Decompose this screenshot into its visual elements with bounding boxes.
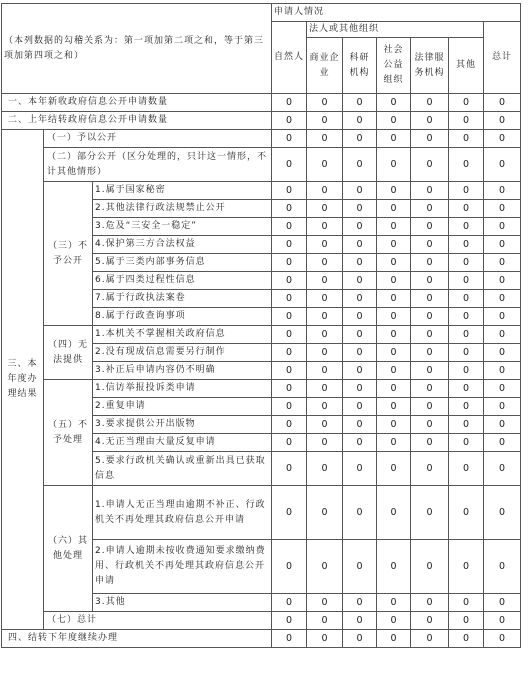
item-label: 2.其他法律行政法规禁止公开 <box>93 200 272 218</box>
item-label: 3.危及“三安全一稳定” <box>93 218 272 236</box>
value-cell: 0 <box>307 254 343 272</box>
value-cell: 0 <box>449 630 484 648</box>
value-cell: 0 <box>449 218 484 236</box>
disclosure-table <box>1 3 521 648</box>
value-cell: 0 <box>307 416 343 434</box>
value-cell: 0 <box>411 630 449 648</box>
value-cell: 0 <box>307 148 343 182</box>
value-cell: 0 <box>343 236 377 254</box>
table-row <box>2 112 521 130</box>
value-cell: 0 <box>272 182 307 200</box>
value-cell: 0 <box>377 94 411 112</box>
value-cell: 0 <box>484 308 521 326</box>
value-cell: 0 <box>484 112 521 130</box>
value-cell: 0 <box>377 452 411 486</box>
value-cell: 0 <box>272 200 307 218</box>
value-cell: 0 <box>411 200 449 218</box>
table-row <box>2 630 521 648</box>
value-cell: 0 <box>272 254 307 272</box>
value-cell: 0 <box>307 612 343 630</box>
row-label-r1: 一、本年新收政府信息公开申请数量 <box>2 94 272 112</box>
value-cell: 0 <box>377 344 411 362</box>
header-natural-person: 自然人 <box>272 22 307 94</box>
value-cell: 0 <box>411 416 449 434</box>
value-cell: 0 <box>377 112 411 130</box>
item-label: 1.信访举报投诉类申请 <box>93 380 272 398</box>
item-label: 7.属于行政执法案卷 <box>93 290 272 308</box>
value-cell: 0 <box>272 398 307 416</box>
value-cell: 0 <box>307 434 343 452</box>
header-research: 科研机构 <box>343 38 377 94</box>
item-label: 1.本机关不掌握相关政府信息 <box>93 326 272 344</box>
value-cell: 0 <box>307 290 343 308</box>
value-cell: 0 <box>343 486 377 540</box>
value-cell: 0 <box>484 326 521 344</box>
table-row <box>2 326 521 344</box>
value-cell: 0 <box>377 434 411 452</box>
value-cell: 0 <box>484 236 521 254</box>
item-label: 5.要求行政机关确认或重新出具已获取信息 <box>93 452 272 486</box>
value-cell: 0 <box>272 630 307 648</box>
value-cell: 0 <box>449 344 484 362</box>
value-cell: 0 <box>343 362 377 380</box>
table-row <box>2 130 521 148</box>
value-cell: 0 <box>377 130 411 148</box>
value-cell: 0 <box>307 630 343 648</box>
value-cell: 0 <box>272 612 307 630</box>
section-3-label: 三、本年度办理结果 <box>2 130 44 630</box>
value-cell: 0 <box>343 94 377 112</box>
value-cell: 0 <box>377 398 411 416</box>
value-cell: 0 <box>484 612 521 630</box>
value-cell: 0 <box>343 630 377 648</box>
value-cell: 0 <box>411 148 449 182</box>
value-cell: 0 <box>411 452 449 486</box>
value-cell: 0 <box>343 594 377 612</box>
value-cell: 0 <box>449 112 484 130</box>
group-label-g5: （五）不予处理 <box>44 380 93 486</box>
value-cell: 0 <box>343 452 377 486</box>
table-row <box>2 148 521 182</box>
value-cell: 0 <box>449 594 484 612</box>
value-cell: 0 <box>484 182 521 200</box>
value-cell: 0 <box>449 434 484 452</box>
value-cell: 0 <box>377 416 411 434</box>
value-cell: 0 <box>343 398 377 416</box>
value-cell: 0 <box>343 380 377 398</box>
value-cell: 0 <box>272 380 307 398</box>
value-cell: 0 <box>343 326 377 344</box>
value-cell: 0 <box>411 398 449 416</box>
value-cell: 0 <box>272 434 307 452</box>
value-cell: 0 <box>272 594 307 612</box>
value-cell: 0 <box>377 308 411 326</box>
value-cell: 0 <box>307 236 343 254</box>
value-cell: 0 <box>307 594 343 612</box>
item-label: 4.保护第三方合法权益 <box>93 236 272 254</box>
row-label-r3-1: （一）予以公开 <box>44 130 272 148</box>
row-label-r2: 二、上年结转政府信息公开申请数量 <box>2 112 272 130</box>
value-cell: 0 <box>484 94 521 112</box>
value-cell: 0 <box>343 308 377 326</box>
value-cell: 0 <box>484 380 521 398</box>
header-other: 其他 <box>449 38 484 94</box>
value-cell: 0 <box>307 380 343 398</box>
table-row <box>2 486 521 540</box>
value-cell: 0 <box>377 148 411 182</box>
value-cell: 0 <box>377 218 411 236</box>
value-cell: 0 <box>272 290 307 308</box>
value-cell: 0 <box>484 594 521 612</box>
value-cell: 0 <box>343 182 377 200</box>
value-cell: 0 <box>411 612 449 630</box>
value-cell: 0 <box>484 148 521 182</box>
value-cell: 0 <box>449 362 484 380</box>
value-cell: 0 <box>272 326 307 344</box>
value-cell: 0 <box>411 308 449 326</box>
value-cell: 0 <box>449 416 484 434</box>
value-cell: 0 <box>377 326 411 344</box>
value-cell: 0 <box>343 112 377 130</box>
value-cell: 0 <box>377 254 411 272</box>
value-cell: 0 <box>377 272 411 290</box>
value-cell: 0 <box>307 344 343 362</box>
row-label-r4: 四、结转下年度继续办理 <box>2 630 272 648</box>
value-cell: 0 <box>411 326 449 344</box>
value-cell: 0 <box>307 452 343 486</box>
value-cell: 0 <box>484 486 521 540</box>
value-cell: 0 <box>307 362 343 380</box>
value-cell: 0 <box>272 416 307 434</box>
value-cell: 0 <box>343 540 377 594</box>
item-label: 3.补正后申请内容仍不明确 <box>93 362 272 380</box>
value-cell: 0 <box>272 272 307 290</box>
value-cell: 0 <box>377 594 411 612</box>
value-cell: 0 <box>307 130 343 148</box>
value-cell: 0 <box>272 94 307 112</box>
group-label-g6: （六）其他处理 <box>44 486 93 612</box>
item-label: 1.申请人无正当理由逾期不补正、行政机关不再处理其政府信息公开申请 <box>93 486 272 540</box>
value-cell: 0 <box>307 308 343 326</box>
value-cell: 0 <box>377 380 411 398</box>
header-commercial: 商业企业 <box>307 38 343 94</box>
value-cell: 0 <box>484 434 521 452</box>
value-cell: 0 <box>307 540 343 594</box>
row-label-r3-7: （七）总计 <box>44 612 272 630</box>
item-label: 8.属于行政查询事项 <box>93 308 272 326</box>
value-cell: 0 <box>484 254 521 272</box>
value-cell: 0 <box>411 344 449 362</box>
value-cell: 0 <box>411 236 449 254</box>
value-cell: 0 <box>272 130 307 148</box>
value-cell: 0 <box>411 434 449 452</box>
item-label: 5.属于三类内部事务信息 <box>93 254 272 272</box>
value-cell: 0 <box>449 254 484 272</box>
value-cell: 0 <box>449 486 484 540</box>
value-cell: 0 <box>343 290 377 308</box>
item-label: 3.要求提供公开出版物 <box>93 416 272 434</box>
value-cell: 0 <box>343 272 377 290</box>
value-cell: 0 <box>377 612 411 630</box>
value-cell: 0 <box>449 398 484 416</box>
value-cell: 0 <box>307 112 343 130</box>
value-cell: 0 <box>307 218 343 236</box>
value-cell: 0 <box>411 272 449 290</box>
value-cell: 0 <box>449 452 484 486</box>
table-row <box>2 380 521 398</box>
value-cell: 0 <box>377 540 411 594</box>
group-label-g4: （四）无法提供 <box>44 326 93 380</box>
value-cell: 0 <box>272 486 307 540</box>
value-cell: 0 <box>449 200 484 218</box>
value-cell: 0 <box>484 398 521 416</box>
value-cell: 0 <box>343 416 377 434</box>
value-cell: 0 <box>343 200 377 218</box>
item-label: 2.申请人逾期未按收费通知要求缴纳费用、行政机关不再处理其政府信息公开申请 <box>93 540 272 594</box>
value-cell: 0 <box>343 344 377 362</box>
header-applicant: 申请人情况 <box>272 4 521 22</box>
value-cell: 0 <box>484 630 521 648</box>
value-cell: 0 <box>449 272 484 290</box>
group-label-g3: （三）不予公开 <box>44 182 93 326</box>
item-label: 4.无正当理由大量反复申请 <box>93 434 272 452</box>
value-cell: 0 <box>377 236 411 254</box>
value-cell: 0 <box>449 130 484 148</box>
value-cell: 0 <box>411 594 449 612</box>
value-cell: 0 <box>449 380 484 398</box>
value-cell: 0 <box>484 362 521 380</box>
value-cell: 0 <box>307 272 343 290</box>
value-cell: 0 <box>449 612 484 630</box>
value-cell: 0 <box>449 326 484 344</box>
value-cell: 0 <box>377 362 411 380</box>
value-cell: 0 <box>411 380 449 398</box>
value-cell: 0 <box>377 200 411 218</box>
table-row <box>2 612 521 630</box>
value-cell: 0 <box>272 362 307 380</box>
value-cell: 0 <box>272 236 307 254</box>
value-cell: 0 <box>307 326 343 344</box>
value-cell: 0 <box>377 486 411 540</box>
value-cell: 0 <box>411 182 449 200</box>
value-cell: 0 <box>343 218 377 236</box>
value-cell: 0 <box>411 362 449 380</box>
value-cell: 0 <box>484 200 521 218</box>
value-cell: 0 <box>449 94 484 112</box>
value-cell: 0 <box>449 290 484 308</box>
value-cell: 0 <box>272 540 307 594</box>
header-social-org: 社会公益组织 <box>377 38 411 94</box>
table-row <box>2 94 521 112</box>
value-cell: 0 <box>484 290 521 308</box>
value-cell: 0 <box>484 344 521 362</box>
value-cell: 0 <box>377 290 411 308</box>
value-cell: 0 <box>307 94 343 112</box>
header-note: （本列数据的勾稽关系为：第一项加第二项之和，等于第三项加第四项之和） <box>2 4 272 94</box>
row-label-r3-2: （二）部分公开（区分处理的，只计这一情形，不计其他情形） <box>44 148 272 182</box>
header-legal-service: 法律服务机构 <box>411 38 449 94</box>
value-cell: 0 <box>272 308 307 326</box>
value-cell: 0 <box>307 398 343 416</box>
value-cell: 0 <box>411 254 449 272</box>
value-cell: 0 <box>411 112 449 130</box>
item-label: 3.其他 <box>93 594 272 612</box>
value-cell: 0 <box>484 272 521 290</box>
value-cell: 0 <box>272 112 307 130</box>
item-label: 2.没有现成信息需要另行制作 <box>93 344 272 362</box>
value-cell: 0 <box>449 148 484 182</box>
value-cell: 0 <box>411 94 449 112</box>
value-cell: 0 <box>272 452 307 486</box>
value-cell: 0 <box>377 630 411 648</box>
value-cell: 0 <box>484 416 521 434</box>
value-cell: 0 <box>411 486 449 540</box>
value-cell: 0 <box>484 130 521 148</box>
value-cell: 0 <box>343 130 377 148</box>
value-cell: 0 <box>343 254 377 272</box>
value-cell: 0 <box>272 148 307 182</box>
value-cell: 0 <box>411 218 449 236</box>
value-cell: 0 <box>377 182 411 200</box>
value-cell: 0 <box>484 218 521 236</box>
value-cell: 0 <box>449 182 484 200</box>
value-cell: 0 <box>272 344 307 362</box>
value-cell: 0 <box>343 434 377 452</box>
value-cell: 0 <box>449 236 484 254</box>
value-cell: 0 <box>449 540 484 594</box>
value-cell: 0 <box>411 130 449 148</box>
header-total: 总计 <box>484 22 521 94</box>
value-cell: 0 <box>411 540 449 594</box>
item-label: 1.属于国家秘密 <box>93 182 272 200</box>
item-label: 2.重复申请 <box>93 398 272 416</box>
item-label: 6.属于四类过程性信息 <box>93 272 272 290</box>
table-row <box>2 182 521 200</box>
header-legal-group: 法人或其他组织 <box>307 22 484 38</box>
value-cell: 0 <box>272 218 307 236</box>
value-cell: 0 <box>411 290 449 308</box>
value-cell: 0 <box>449 308 484 326</box>
value-cell: 0 <box>484 452 521 486</box>
value-cell: 0 <box>343 612 377 630</box>
value-cell: 0 <box>307 486 343 540</box>
value-cell: 0 <box>307 182 343 200</box>
value-cell: 0 <box>307 200 343 218</box>
value-cell: 0 <box>484 540 521 594</box>
value-cell: 0 <box>343 148 377 182</box>
